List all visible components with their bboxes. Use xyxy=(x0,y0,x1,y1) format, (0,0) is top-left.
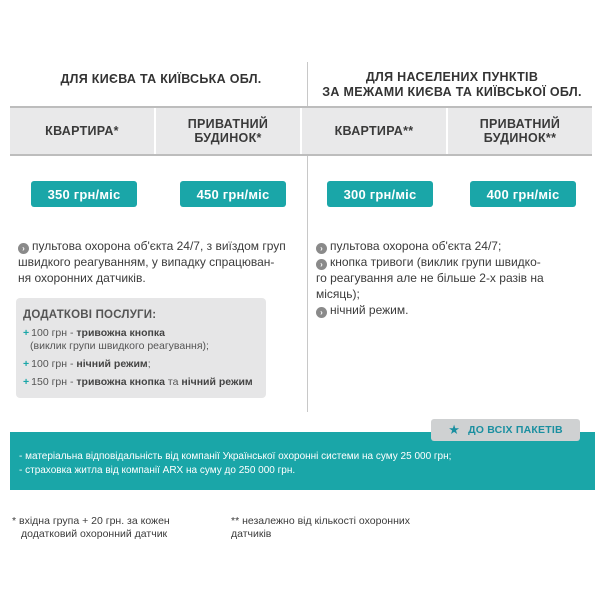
service-item: + 100 грн - нічний режим; xyxy=(23,358,151,370)
price-apartment-kyiv[interactable]: 350 грн/міс xyxy=(31,181,137,207)
price-house-outside[interactable]: 400 грн/міс xyxy=(470,181,576,207)
tab-label: БУДИНОК* xyxy=(194,131,262,145)
chevron-right-icon: › xyxy=(18,243,29,254)
tab-label: КВАРТИРА* xyxy=(45,124,119,138)
service-item: + 100 грн - тривожна кнопка (виклик групи швидкого реагування); xyxy=(23,327,209,352)
additional-services-title: ДОДАТКОВІ ПОСЛУГИ: xyxy=(23,309,157,321)
tab-apartment-outside[interactable] xyxy=(300,108,446,154)
plan-tabs xyxy=(10,106,592,156)
tab-label: ПРИВАТНИЙ xyxy=(479,117,561,131)
chevron-right-icon: › xyxy=(316,307,327,318)
footnote-single-star: * вхідна група + 20 грн. за кожен додатковий охоронний датчик xyxy=(12,515,170,540)
service-item: + 150 грн - тривожна кнопка та нічний режим xyxy=(23,376,253,388)
header-outside-line1: ДЛЯ НАСЕЛЕНИХ ПУНКТІВ xyxy=(365,70,539,84)
plus-icon: + xyxy=(23,376,30,388)
tab-apartment-kyiv[interactable] xyxy=(10,108,154,154)
kyiv-description: › пультова охорона об'єкта 24/7, з виїздом груп швидкого реагуванням, у випадку спрацюван- ня охоронних датчиків. xyxy=(18,239,286,285)
header-kyiv: ДЛЯ КИЄВА ТА КИЇВСЬКА ОБЛ. xyxy=(60,72,262,86)
header-outside-line2: ЗА МЕЖАМИ КИЄВА ТА КИЇВСЬКОЇ ОБЛ. xyxy=(322,85,582,99)
price-house-kyiv[interactable]: 450 грн/міс xyxy=(180,181,286,207)
tab-house-outside[interactable] xyxy=(446,108,592,154)
footnote-double-star: ** незалежно від кількості охоронних датчиків xyxy=(231,515,411,540)
header-outside-kyiv xyxy=(312,70,592,100)
plus-icon: + xyxy=(23,358,30,370)
chevron-right-icon: › xyxy=(316,259,327,270)
outside-description: › пультова охорона об'єкта 24/7; › кнопка тривоги (виклик групи швидко- го реагування але не більше 2-х разів на місяць); › нічний режим. xyxy=(316,239,544,317)
bar-line: - страховка житла від компанії ARX на суму до 250 000 грн. xyxy=(19,465,296,476)
chevron-right-icon: › xyxy=(316,243,327,254)
tab-label: БУДИНОК** xyxy=(483,131,557,145)
bar-line: - матеріальна відповідальність від компанії Української охоронні системи на суму 25 000 грн; xyxy=(19,451,452,462)
all-packages-badge: ★ ДО ВСІХ ПАКЕТІВ xyxy=(431,419,580,441)
tab-label: ПРИВАТНИЙ xyxy=(187,117,269,131)
plus-icon: + xyxy=(23,327,30,339)
star-icon: ★ xyxy=(448,422,461,437)
additional-services xyxy=(16,298,266,398)
tab-label: КВАРТИРА** xyxy=(334,124,414,138)
price-apartment-outside[interactable]: 300 грн/міс xyxy=(327,181,433,207)
tab-house-kyiv[interactable] xyxy=(154,108,300,154)
